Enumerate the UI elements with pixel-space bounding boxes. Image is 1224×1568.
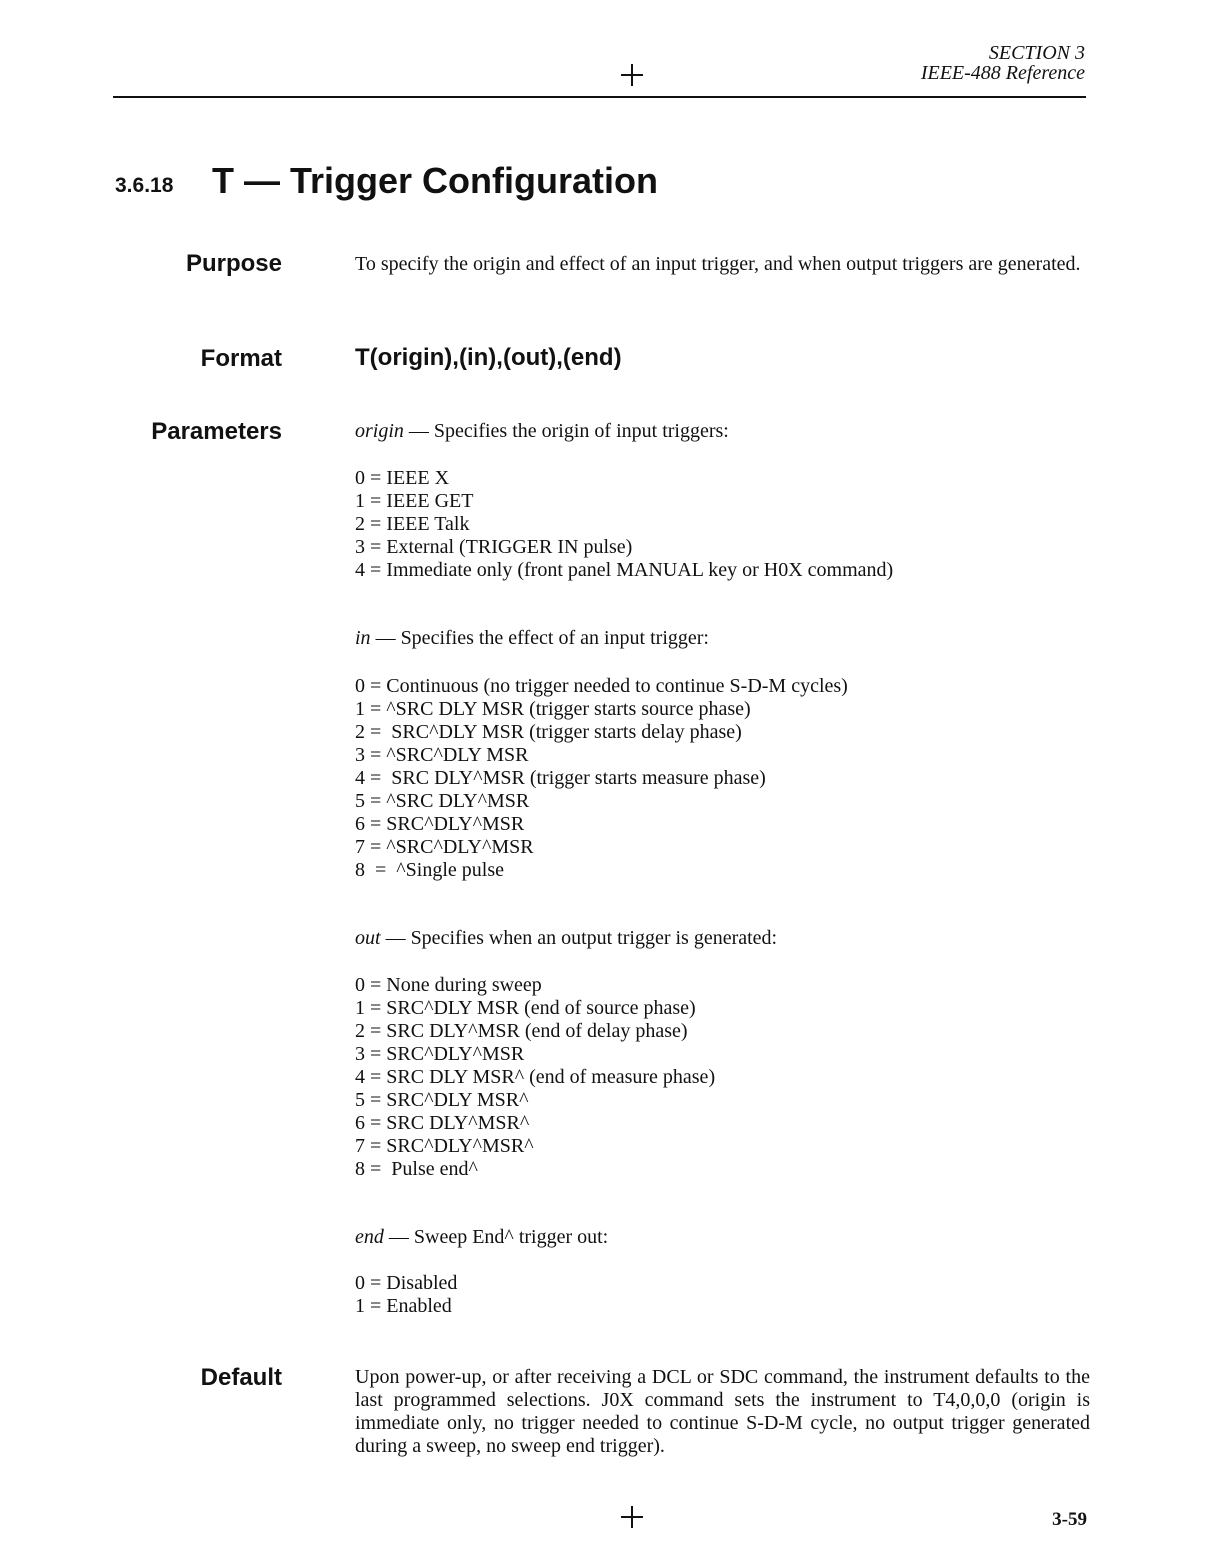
- end-list: [355, 1272, 457, 1318]
- purpose-label: Purpose: [185, 250, 282, 277]
- list-item: 3 = ^SRC^DLY MSR: [355, 744, 529, 766]
- list-item: 3 = External (TRIGGER IN pulse): [355, 536, 633, 558]
- list-item: 4 = Immediate only (front panel MANUAL key or H0X command): [355, 559, 894, 581]
- end-heading: [355, 1226, 608, 1249]
- list-item: 2 = SRC^DLY MSR (trigger starts delay phase): [355, 721, 742, 743]
- list-item: 6 = SRC DLY^MSR^: [355, 1112, 530, 1134]
- list-item: 0 = Disabled: [355, 1272, 458, 1294]
- param-name: out: [355, 927, 381, 949]
- purpose-text: To specify the origin and effect of an input trigger, and when output triggers are generated.: [355, 253, 1081, 275]
- origin-heading: [355, 420, 729, 443]
- param-desc: — Specifies the effect of an input trigger:: [370, 627, 709, 649]
- page-title: T — Trigger Configuration: [212, 160, 658, 201]
- parameters-label: Parameters: [151, 418, 282, 445]
- list-item: 7 = SRC^DLY^MSR^: [355, 1135, 534, 1157]
- registration-mark-icon: [621, 64, 643, 86]
- list-item: 1 = ^SRC DLY MSR (trigger starts source phase): [355, 698, 751, 720]
- list-item: 3 = SRC^DLY^MSR: [355, 1043, 525, 1065]
- list-item: 2 = IEEE Talk: [355, 513, 470, 535]
- default-label: Default: [200, 1364, 282, 1391]
- out-heading: [355, 927, 777, 950]
- format-label: Format: [200, 345, 282, 372]
- list-item: 2 = SRC DLY^MSR (end of delay phase): [355, 1020, 688, 1042]
- header-subtitle: IEEE-488 Reference: [920, 62, 1085, 84]
- list-item: 0 = IEEE X: [355, 467, 450, 489]
- list-item: 0 = None during sweep: [355, 974, 542, 996]
- format-text: T(origin),(in),(out),(end): [355, 344, 622, 371]
- header-section: SECTION 3: [988, 42, 1085, 64]
- list-item: 8 = ^Single pulse: [355, 859, 504, 881]
- param-desc: — Specifies the origin of input triggers:: [403, 420, 729, 442]
- list-item: 4 = SRC DLY MSR^ (end of measure phase): [355, 1066, 716, 1088]
- list-item: 0 = Continuous (no trigger needed to continue S-D-M cycles): [355, 675, 848, 697]
- origin-list: [355, 467, 893, 582]
- in-heading: [355, 627, 709, 650]
- param-name: end: [355, 1226, 384, 1248]
- param-desc: — Sweep End^ trigger out:: [383, 1226, 609, 1248]
- default-text: Upon power-up, or after receiving a DCL or SDC command, the instrument defaults to the last programmed selections. J0X command sets the instrument to T4,0,0,0 (origin is immediate only, no trigger needed to continue S-D-M cycle, no output trigger generated during a sweep, no sweep end trigger).: [355, 1366, 1090, 1457]
- list-item: 5 = ^SRC DLY^MSR: [355, 790, 530, 812]
- param-name: origin: [355, 420, 404, 442]
- in-list: [355, 675, 848, 882]
- list-item: 8 = Pulse end^: [355, 1158, 478, 1180]
- list-item: 1 = IEEE GET: [355, 490, 474, 512]
- section-number: 3.6.18: [115, 174, 174, 197]
- param-desc: — Specifies when an output trigger is generated:: [380, 927, 778, 949]
- list-item: 7 = ^SRC^DLY^MSR: [355, 836, 534, 858]
- list-item: 1 = SRC^DLY MSR (end of source phase): [355, 997, 696, 1019]
- page-number: 3-59: [1052, 1509, 1087, 1530]
- list-item: 5 = SRC^DLY MSR^: [355, 1089, 529, 1111]
- list-item: 1 = Enabled: [355, 1295, 452, 1317]
- header-rule: [113, 96, 1086, 98]
- list-item: 6 = SRC^DLY^MSR: [355, 813, 525, 835]
- registration-mark-icon: [621, 1506, 643, 1528]
- list-item: 4 = SRC DLY^MSR (trigger starts measure phase): [355, 767, 766, 789]
- param-name: in: [355, 627, 371, 649]
- out-list: [355, 974, 715, 1181]
